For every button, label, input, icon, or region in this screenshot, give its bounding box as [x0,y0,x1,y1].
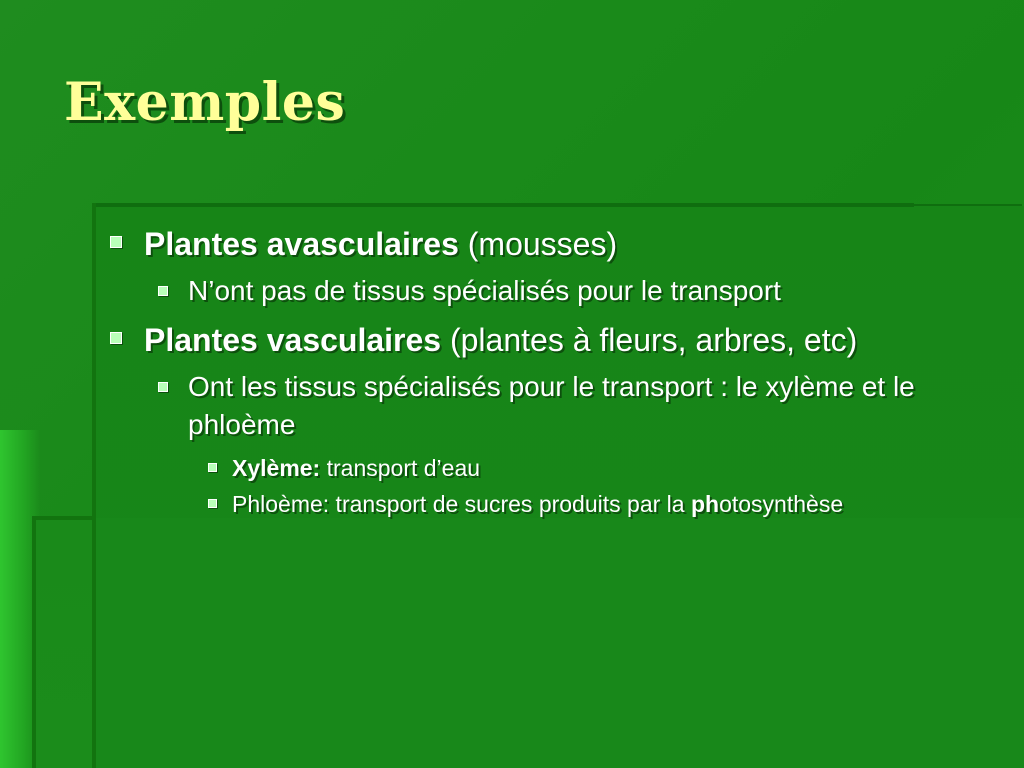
bullet-text: Phloème: transport de sucres produits par la [232,491,691,517]
bullet-text: N’ont pas de tissus spécialisés pour le transport [188,275,781,306]
lower-panel-left-edge [32,516,36,768]
bullet-bold-prefix: ph [690,491,720,517]
square-bullet-icon [158,382,168,392]
bullet-vascular-plants [100,318,980,362]
content-panel-left-edge [92,203,96,768]
bullet-bold-text: Xylème: [232,455,321,481]
bullet-text: Ont les tissus spécialisés pour le transport : le xylème et le phloème [188,371,915,440]
square-bullet-icon [208,463,217,472]
slide-content [100,222,980,524]
bullet-text-rest: otosynthèse [719,491,844,517]
bullet-bold-text: Plantes vasculaires [144,322,442,358]
bullet-text: (plantes à fleurs, arbres, etc) [441,322,858,358]
bullet-phloem [100,488,980,520]
bullet-text: (mousses) [458,226,618,262]
square-bullet-icon [158,286,168,296]
square-bullet-icon [208,499,217,508]
slide-title: Exemples [64,72,346,133]
content-panel-overlap [96,518,1024,768]
bullet-no-specialized-tissues [100,272,980,310]
bullet-bold-text: Plantes avasculaires [144,226,459,262]
square-bullet-icon [110,236,122,248]
bullet-avascular-plants [100,222,980,266]
square-bullet-icon [110,332,122,344]
bullet-specialized-tissues [100,368,980,444]
bullet-text: transport d’eau [320,455,481,481]
bullet-xylem [100,452,980,484]
content-panel-top-edge [96,203,914,207]
